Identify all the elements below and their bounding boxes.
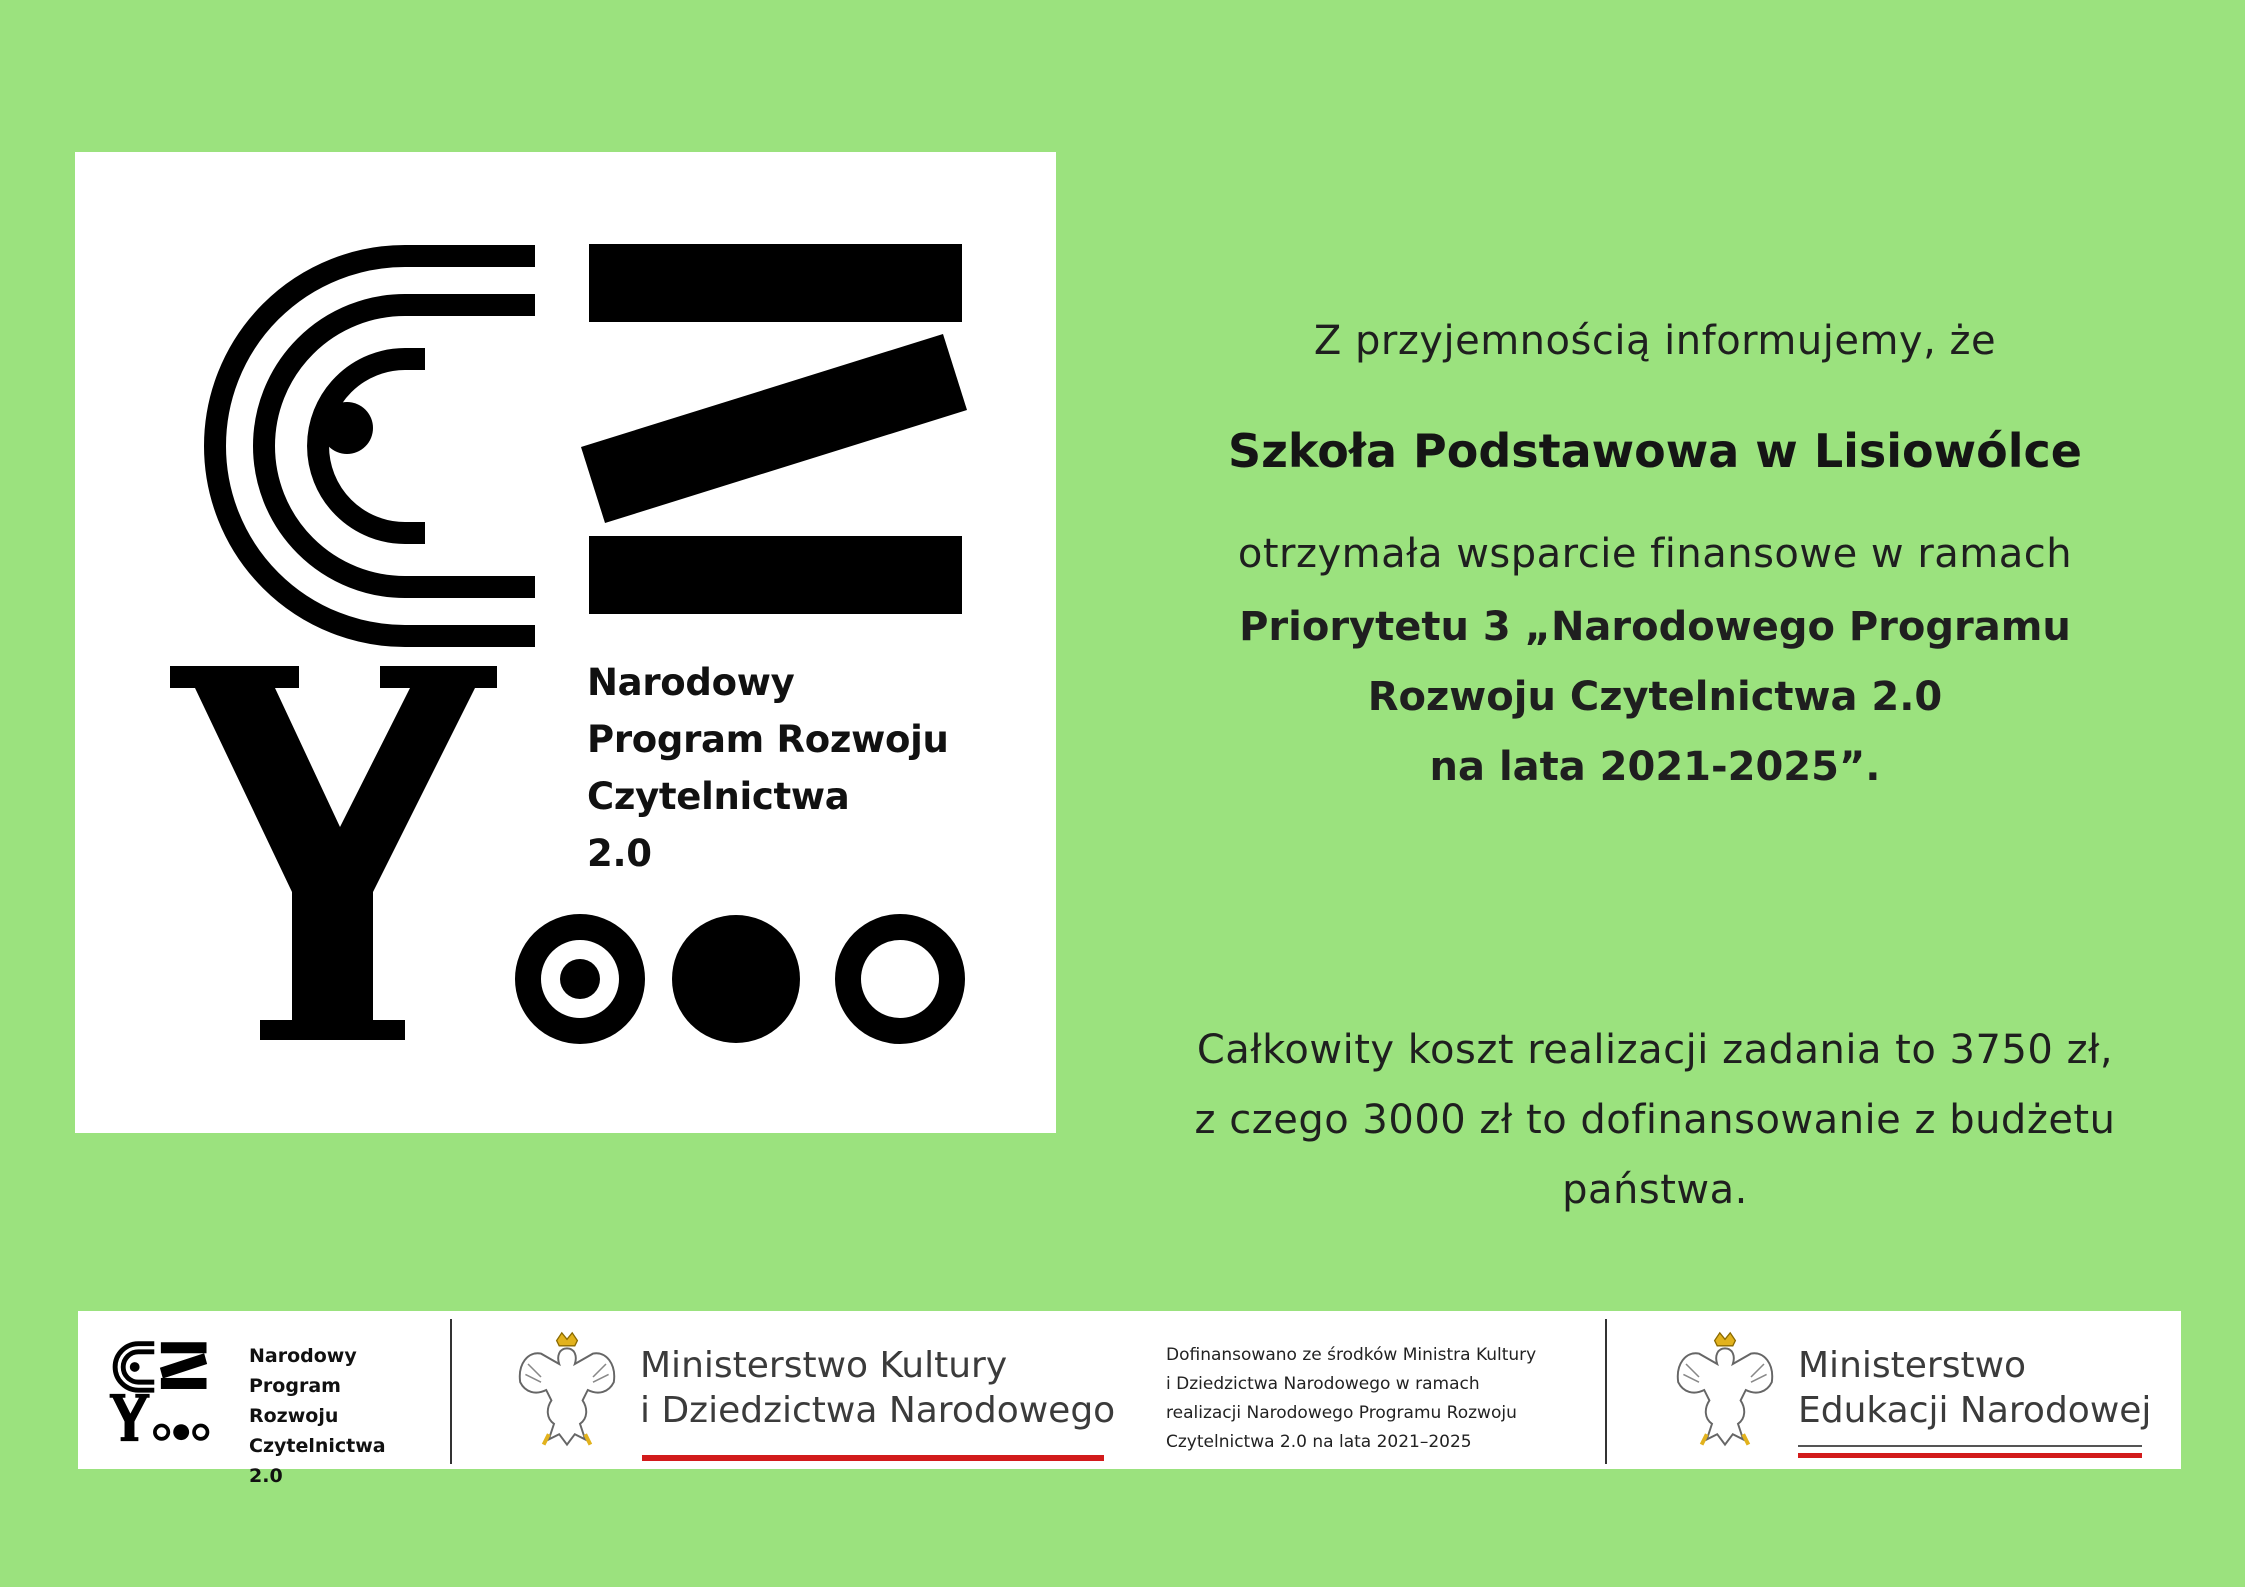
arc-center-dot (321, 402, 373, 454)
priority-line: na lata 2021-2025”. (1429, 744, 1881, 790)
ministry-education-line: Ministerstwo (1798, 1345, 2027, 1386)
footer-program-name (249, 1341, 386, 1491)
footer-program-line: Rozwoju (249, 1405, 339, 1427)
program-logo-mark (75, 152, 1056, 1133)
priority-line: Rozwoju Czytelnictwa 2.0 (1367, 674, 1943, 720)
y-letter-icon (170, 666, 497, 1040)
ministry-education-line: Edukacji Narodowej (1798, 1390, 2152, 1431)
ministry-education-underline (1798, 1445, 2142, 1447)
cost-text (1110, 1015, 2200, 1225)
footer-logos-strip (78, 1311, 2181, 1487)
eagle-emblem-icon (1660, 1325, 1790, 1455)
footer-program-line: Narodowy (249, 1345, 357, 1367)
ministry-culture-name (640, 1343, 1115, 1433)
footer-program-line: 2.0 (249, 1465, 283, 1487)
logo-name-line: Program Rozwoju (587, 718, 949, 761)
program-logo-panel (75, 152, 1056, 1133)
cost-line: państwa. (1562, 1167, 1748, 1213)
logo-name-line: Narodowy (587, 661, 795, 704)
cost-line: z czego 3000 zł to dofinansowanie z budżetu (1194, 1097, 2116, 1143)
logo-program-name (587, 654, 949, 882)
footer-program-line: Program (249, 1375, 341, 1397)
cofunding-line: i Dziedzictwa Narodowego w ramach (1166, 1374, 1480, 1394)
footer-divider (450, 1319, 452, 1464)
logo-name-line: 2.0 (587, 832, 652, 875)
priority-text (1110, 592, 2200, 802)
received-text: otrzymała wsparcie finansowe w ramach (1237, 531, 2073, 577)
z-letter-icon (581, 244, 967, 614)
intro-text: Z przyjemnością informujemy, że (1313, 318, 1997, 364)
cofunding-note (1166, 1341, 1536, 1457)
arcs-icon (215, 256, 535, 636)
ministry-education-flag-line (1798, 1453, 2142, 1458)
footer-divider (1605, 1319, 1607, 1464)
cofunding-line: realizacji Narodowego Programu Rozwoju (1166, 1403, 1517, 1423)
ministry-culture-flag-line (642, 1455, 1104, 1461)
ministry-culture-line: i Dziedzictwa Narodowego (640, 1390, 1116, 1431)
three-circles-icon (528, 915, 952, 1043)
school-name: Szkoła Podstawowa w Lisiowólce (1228, 424, 2082, 478)
logo-name-line: Czytelnictwa (587, 775, 850, 818)
ministry-education-name (1798, 1343, 2151, 1433)
eagle-emblem-icon (502, 1325, 632, 1455)
priority-line: Priorytetu 3 „Narodowego Programu (1239, 604, 2071, 650)
cost-line: Całkowity koszt realizacji zadania to 3750 zł, (1196, 1027, 2114, 1073)
cofunding-line: Dofinansowano ze środków Ministra Kultury (1166, 1345, 1537, 1365)
footer-program-line: Czytelnictwa (249, 1435, 386, 1457)
cofunding-line: Czytelnictwa 2.0 na lata 2021–2025 (1166, 1432, 1472, 1452)
ministry-culture-line: Ministerstwo Kultury (640, 1345, 1008, 1386)
program-logo-small-icon (98, 1331, 218, 1451)
